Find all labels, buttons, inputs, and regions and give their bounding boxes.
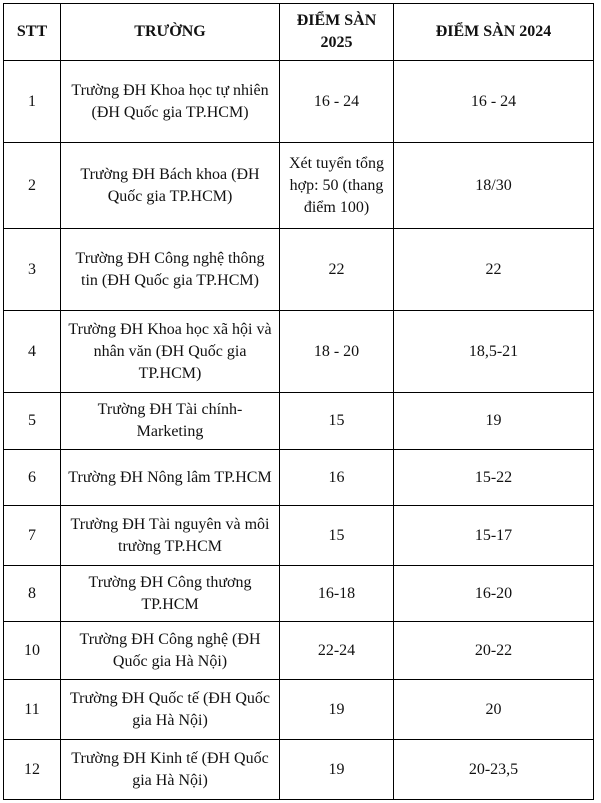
- table-row: [4, 311, 594, 393]
- row-diem-2025: 22-24: [280, 622, 394, 680]
- row-diem-2025: 22: [280, 229, 394, 311]
- row-diem-2024: 20: [394, 680, 594, 740]
- row-diem-2025: 16 - 24: [280, 61, 394, 143]
- row-diem-2024: 20-22: [394, 622, 594, 680]
- row-truong: Trường ĐH Tài nguyên và môi trường TP.HCM: [61, 506, 280, 566]
- row-diem-2024: 19: [394, 393, 594, 450]
- row-truong: Trường ĐH Công nghệ thông tin (ĐH Quốc gia TP.HCM): [61, 229, 280, 311]
- table-row: [4, 680, 594, 740]
- row-truong: Trường ĐH Quốc tế (ĐH Quốc gia Hà Nội): [61, 680, 280, 740]
- table-row: [4, 740, 594, 800]
- row-truong: Trường ĐH Khoa học xã hội và nhân văn (ĐH Quốc gia TP.HCM): [61, 311, 280, 393]
- header-stt: STT: [4, 4, 61, 61]
- row-truong: Trường ĐH Nông lâm TP.HCM: [61, 450, 280, 506]
- header-diem-san-2024: ĐIỂM SÀN 2024: [394, 4, 594, 61]
- row-diem-2025: 16: [280, 450, 394, 506]
- row-truong: Trường ĐH Tài chính-Marketing: [61, 393, 280, 450]
- row-stt: 5: [4, 393, 61, 450]
- row-truong: Trường ĐH Kinh tế (ĐH Quốc gia Hà Nội): [61, 740, 280, 800]
- header-truong: TRƯỜNG: [61, 4, 280, 61]
- table-row: [4, 506, 594, 566]
- row-diem-2024: 20-23,5: [394, 740, 594, 800]
- admission-score-table: [3, 3, 594, 800]
- row-stt: 12: [4, 740, 61, 800]
- row-diem-2025: 16-18: [280, 566, 394, 622]
- row-stt: 10: [4, 622, 61, 680]
- header-row: [4, 4, 594, 61]
- row-diem-2025: Xét tuyển tổng hợp: 50 (thang điểm 100): [280, 143, 394, 229]
- row-stt: 4: [4, 311, 61, 393]
- row-stt: 8: [4, 566, 61, 622]
- table-row: [4, 393, 594, 450]
- row-stt: 1: [4, 61, 61, 143]
- row-diem-2024: 16-20: [394, 566, 594, 622]
- row-truong: Trường ĐH Khoa học tự nhiên (ĐH Quốc gia TP.HCM): [61, 61, 280, 143]
- table-row: [4, 566, 594, 622]
- row-diem-2024: 22: [394, 229, 594, 311]
- table-row: [4, 450, 594, 506]
- row-truong: Trường ĐH Bách khoa (ĐH Quốc gia TP.HCM): [61, 143, 280, 229]
- row-diem-2025: 15: [280, 506, 394, 566]
- header-diem-san-2025: ĐIỂM SÀN 2025: [280, 4, 394, 61]
- row-stt: 3: [4, 229, 61, 311]
- row-diem-2025: 19: [280, 740, 394, 800]
- row-truong: Trường ĐH Công thương TP.HCM: [61, 566, 280, 622]
- row-stt: 6: [4, 450, 61, 506]
- row-diem-2025: 15: [280, 393, 394, 450]
- row-stt: 2: [4, 143, 61, 229]
- row-stt: 11: [4, 680, 61, 740]
- row-truong: Trường ĐH Công nghệ (ĐH Quốc gia Hà Nội): [61, 622, 280, 680]
- row-diem-2024: 18/30: [394, 143, 594, 229]
- row-diem-2024: 16 - 24: [394, 61, 594, 143]
- table-row: [4, 61, 594, 143]
- row-diem-2024: 15-22: [394, 450, 594, 506]
- table-row: [4, 229, 594, 311]
- table-row: [4, 143, 594, 229]
- row-diem-2024: 18,5-21: [394, 311, 594, 393]
- row-diem-2024: 15-17: [394, 506, 594, 566]
- table-row: [4, 622, 594, 680]
- row-diem-2025: 19: [280, 680, 394, 740]
- row-stt: 7: [4, 506, 61, 566]
- row-diem-2025: 18 - 20: [280, 311, 394, 393]
